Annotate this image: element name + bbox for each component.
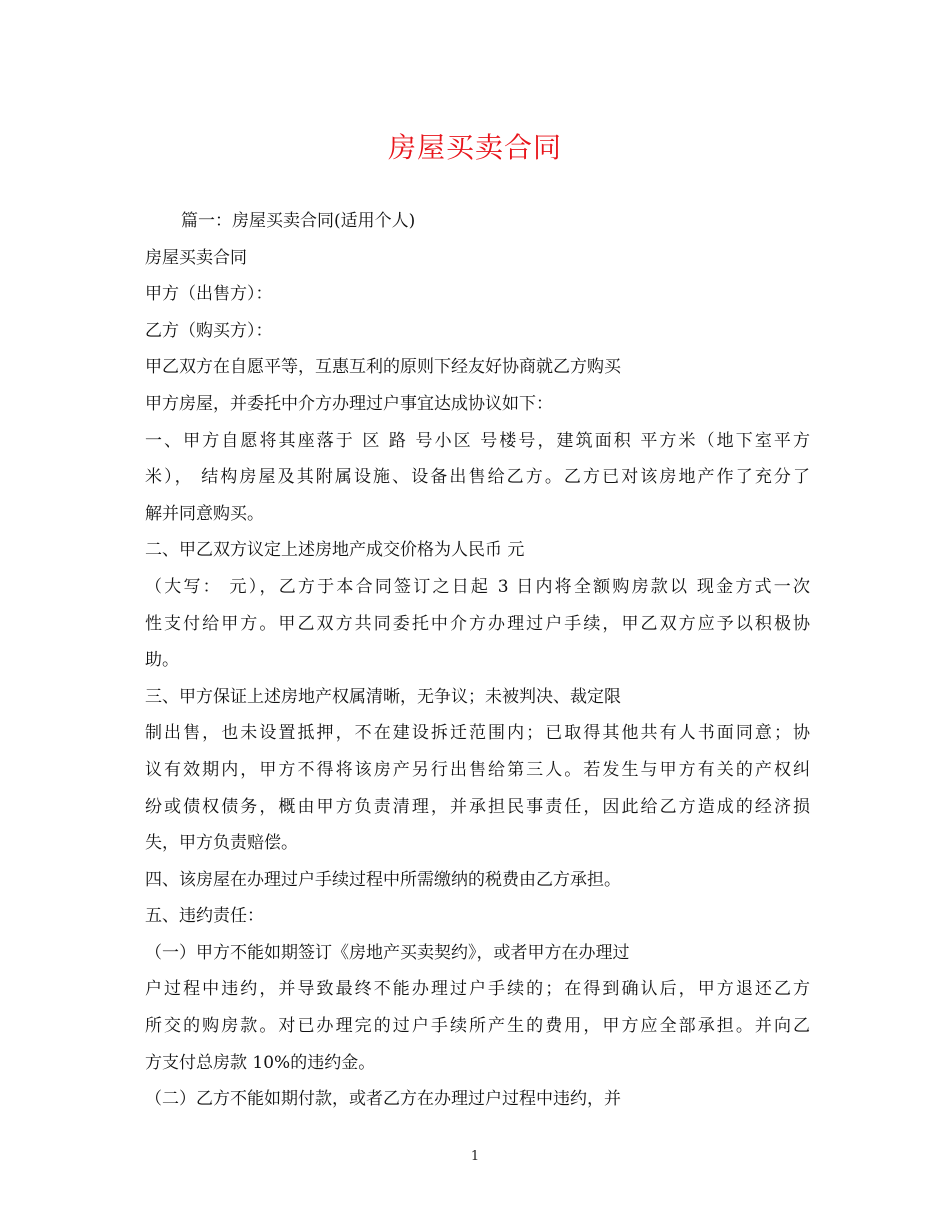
text-line: 所交的购房款。对已办理完的过户手续所产生的费用，甲方应全部承担。并向乙 [145,1016,810,1037]
text-line: 失，甲方负责赔偿。 [145,833,298,854]
text-line: 制出售，也未设置抵押，不在建设拆迁范围内；已取得其他共有人书面同意；协 [145,723,810,744]
text-line: 米）， 结构房屋及其附属设施、设备出售给乙方。乙方已对该房地产作了充分了 [145,467,810,488]
text-line: 三、甲方保证上述房地产权属清晰，无争议；未被判决、裁定限 [145,686,621,707]
document-title: 房屋买卖合同 [387,131,562,164]
text-line: （一）甲方不能如期签订《房地产买卖契约》，或者甲方在办理过 [145,942,630,963]
text-line: 四、该房屋在办理过户手续过程中所需缴纳的税费由乙方承担。 [145,869,621,890]
text-line: 助。 [145,650,179,671]
text-line: 甲方（出售方）： [145,284,273,305]
text-line: 性支付给甲方。甲乙双方共同委托中介方办理过户手续，甲乙双方应予以积极协 [145,613,810,634]
text-line: 解并同意购买。 [145,503,264,524]
text-line: 甲乙双方在自愿平等，互惠互利的原则下经友好协商就乙方购买 [145,357,621,378]
document-body [145,203,810,1118]
text-line: 纷或债权债务，概由甲方负责清理，并承担民事责任，因此给乙方造成的经济损 [145,796,810,817]
section-heading: 篇一：房屋买卖合同(适用个人) [181,211,416,231]
text-line: 乙方（购买方）： [145,320,273,341]
text-line: 五、违约责任： [145,906,264,927]
text-line: 方支付总房款 10%的违约金。 [145,1052,376,1073]
text-line: 议有效期内，甲方不得将该房产另行出售给第三人。若发生与甲方有关的产权纠 [145,759,810,780]
text-line: 一、甲方自愿将其座落于 区 路 号小区 号楼号，建筑面积 平方米（地下室平方 [145,430,810,451]
text-line: 房屋买卖合同 [145,247,247,268]
text-line: 户过程中违约，并导致最终不能办理过户手续的；在得到确认后，甲方退还乙方 [145,979,810,1000]
page-number: 1 [470,1149,480,1164]
text-line: （大写： 元），乙方于本合同签订之日起 3 日内将全额购房款以 现金方式一次 [145,576,810,597]
text-line: 二、甲乙双方议定上述房地产成交价格为人民币 元 [145,540,525,561]
text-line: 甲方房屋，并委托中介方办理过户事宜达成协议如下： [145,393,553,414]
text-line: （二）乙方不能如期付款，或者乙方在办理过户过程中违约，并 [145,1089,621,1110]
